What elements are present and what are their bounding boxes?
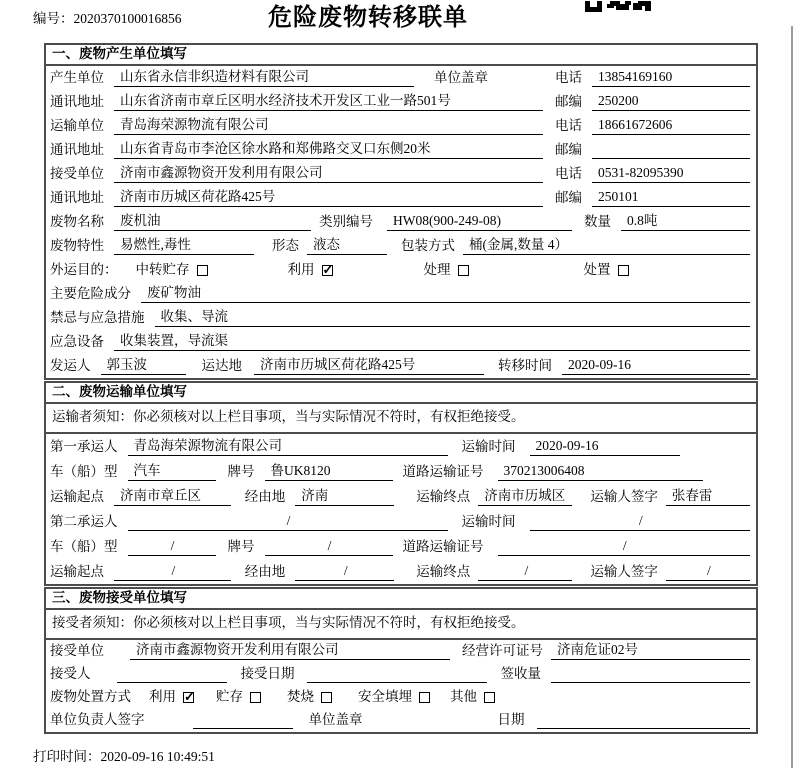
phone-label: 电话 — [555, 166, 582, 182]
acceptor-value — [117, 666, 227, 683]
accept-date-value — [307, 666, 487, 683]
serial-label: 编号： — [33, 11, 74, 26]
transfer-time-value: 2020-09-16 — [562, 357, 750, 375]
carrier2-label: 第二承运人 — [50, 514, 118, 529]
checkbox-icon — [484, 692, 495, 703]
receipt-qty-label: 签收量 — [500, 665, 541, 681]
form-label: 形态 — [272, 238, 299, 254]
receiver-value: 济南市鑫源物资开发利用有限公司 — [114, 165, 543, 183]
route-end2-value: / — [478, 563, 572, 581]
transporter-phone: 18661672606 — [592, 117, 750, 135]
producer-label: 产生单位 — [50, 70, 104, 86]
disposal-option-other: 其他 — [450, 689, 495, 706]
disposal-option-incinerate: 焚烧 — [287, 689, 332, 706]
acceptor-label: 接受人 — [50, 665, 91, 681]
carrier-sign2-value: / — [666, 563, 750, 581]
row-dispatch — [46, 354, 756, 378]
producer-address: 山东省济南市章丘区明水经济技术开发区工业一路501号 — [114, 93, 543, 111]
receiver-phone: 0531-82095390 — [592, 165, 750, 183]
row-responsible-sign — [46, 709, 756, 732]
route-end-label: 运输终点 — [416, 564, 471, 579]
receiver-address: 济南市历城区荷花路425号 — [114, 189, 543, 207]
checkbox-icon — [458, 265, 469, 276]
receiver-zip: 250101 — [592, 189, 750, 207]
qr-code-fragment — [585, 0, 651, 17]
page-edge-line — [791, 26, 793, 768]
road-license-label: 道路运输证号 — [402, 464, 484, 479]
address-label: 通讯地址 — [50, 142, 104, 158]
row-vehicle2 — [46, 534, 756, 559]
transfer-time-label: 转移时间 — [498, 358, 552, 374]
print-time — [33, 749, 215, 766]
transport-notice: 运输者须知：你必须核对以上栏目事项，当与实际情况不符时，有权拒绝接受。 — [46, 404, 756, 434]
waste-name-label: 废物名称 — [50, 214, 104, 230]
transport-time-label: 运输时间 — [461, 514, 516, 529]
row-carrier2 — [46, 509, 756, 534]
vehicle-type-label: 车（船）型 — [50, 464, 118, 479]
dispatcher-value: 郭玉波 — [101, 357, 186, 375]
receive-unit-label: 接受单位 — [50, 642, 104, 658]
row-receive-unit — [46, 640, 756, 663]
waste-name-value: 废机油 — [114, 213, 311, 231]
road-license-value: 370213006408 — [498, 463, 703, 481]
date-label: 日期 — [497, 711, 525, 727]
row-transporter-address — [46, 138, 756, 162]
destination-value: 济南市历城区荷花路425号 — [254, 357, 484, 375]
serial-value: 2020370100016856 — [73, 11, 182, 26]
carrier-sign-label: 运输人签字 — [590, 489, 658, 504]
disposal-label: 废物处置方式 — [50, 688, 131, 704]
page-title: 危险废物转移联单 — [268, 5, 468, 31]
equipment-value: 收集装置，导流渠 — [114, 333, 750, 351]
section-producer — [44, 43, 758, 380]
form-value: 液态 — [307, 237, 387, 255]
plate-label: 牌号 — [227, 539, 255, 554]
row-route2 — [46, 559, 756, 584]
row-vehicle1 — [46, 459, 756, 484]
plate-value: 鲁UK8120 — [265, 463, 393, 481]
waste-code-label: 类别编号 — [319, 214, 373, 230]
contraindication-value: 收集、导流 — [155, 309, 751, 327]
operate-license-value: 济南危证02号 — [551, 642, 750, 660]
waste-code-value: HW08(900-249-08) — [387, 213, 572, 231]
vehicle-type-label: 车（船）型 — [50, 539, 118, 554]
operate-license-label: 经营许可证号 — [462, 642, 543, 658]
zip-label: 邮编 — [555, 142, 582, 158]
row-waste-name — [46, 210, 756, 234]
plate2-value: / — [265, 538, 393, 556]
carrier-sign-value: 张春雷 — [666, 488, 750, 506]
date-value — [537, 712, 751, 729]
purpose-option-dispose: 处置 — [584, 262, 629, 279]
checkbox-checked-icon — [183, 692, 194, 703]
disposal-option-store: 贮存 — [216, 689, 261, 706]
route-start-value: 济南市章丘区 — [114, 488, 231, 506]
row-route1 — [46, 484, 756, 509]
row-hazard — [46, 282, 756, 306]
carrier-sign-label: 运输人签字 — [590, 564, 658, 579]
row-contraindication — [46, 306, 756, 330]
receive-notice: 接受者须知：你必须核对以上栏目事项，当与实际情况不符时，有权拒绝接受。 — [46, 610, 756, 640]
route-start-label: 运输起点 — [50, 564, 104, 579]
row-waste-character — [46, 234, 756, 258]
dispatcher-label: 发运人 — [50, 358, 91, 374]
row-equipment — [46, 330, 756, 354]
transporter-address: 山东省青岛市李沧区徐水路和郑佛路交叉口东侧20米 — [114, 141, 543, 159]
row-producer-address — [46, 90, 756, 114]
checkbox-icon — [618, 265, 629, 276]
carrier1-label: 第一承运人 — [50, 439, 118, 454]
disposal-option-landfill: 安全填埋 — [358, 689, 430, 706]
checkbox-icon — [321, 692, 332, 703]
responsible-sign-value — [193, 712, 293, 729]
hazard-value: 废矿物油 — [141, 285, 750, 303]
equipment-label: 应急设备 — [50, 334, 104, 350]
receive-unit-value: 济南市鑫源物资开发利用有限公司 — [130, 642, 450, 660]
transporter-zip — [592, 142, 750, 159]
waste-qty-label: 数量 — [584, 214, 611, 230]
carrier2-value: / — [128, 513, 448, 531]
purpose-option-storage: 中转贮存 — [136, 262, 208, 279]
road-license2-value: / — [498, 538, 751, 556]
hazard-label: 主要危险成分 — [50, 286, 131, 302]
address-label: 通讯地址 — [50, 190, 104, 206]
section-producer-title: 一、废物产生单位填写 — [46, 45, 756, 66]
hazardous-waste-transfer-form — [44, 43, 758, 734]
vehicle-type2-value: / — [128, 538, 216, 556]
route-via-label: 经由地 — [244, 489, 286, 504]
route-via-label: 经由地 — [244, 564, 286, 579]
section-receive-title: 三、废物接受单位填写 — [46, 589, 756, 610]
checkbox-icon — [197, 265, 208, 276]
row-receiver — [46, 162, 756, 186]
character-value: 易燃性,毒性 — [114, 237, 254, 255]
accept-date-label: 接受日期 — [240, 665, 295, 681]
row-acceptor — [46, 663, 756, 686]
plate-label: 牌号 — [227, 464, 255, 479]
route-end-label: 运输终点 — [416, 489, 471, 504]
row-transporter — [46, 114, 756, 138]
responsible-sign-label: 单位负责人签字 — [50, 711, 145, 727]
seal-label: 单位盖章 — [434, 70, 488, 86]
producer-zip: 250200 — [592, 93, 750, 111]
transport-time-label: 运输时间 — [461, 439, 516, 454]
destination-label: 运达地 — [201, 358, 242, 374]
route-end-value: 济南市历城区 — [478, 488, 572, 506]
disposal-option-utilize: 利用 ✓ — [149, 689, 194, 706]
purpose-option-utilize: 利用 ✓ — [288, 262, 333, 279]
vehicle-type-value: 汽车 — [128, 463, 216, 481]
purpose-option-treat: 处理 — [424, 262, 469, 279]
print-time-value: 2020-09-16 10:49:51 — [100, 749, 215, 764]
producer-phone: 13854169160 — [592, 69, 750, 87]
zip-label: 邮编 — [555, 94, 582, 110]
row-carrier1 — [46, 434, 756, 459]
row-producer — [46, 66, 756, 90]
checkbox-icon — [250, 692, 261, 703]
zip-label: 邮编 — [555, 190, 582, 206]
producer-value: 山东省永信非织造材料有限公司 — [114, 69, 414, 87]
transporter-value: 青岛海荣源物流有限公司 — [114, 117, 543, 135]
section-transport-title: 二、废物运输单位填写 — [46, 383, 756, 404]
receiver-label: 接受单位 — [50, 166, 104, 182]
phone-label: 电话 — [555, 118, 582, 134]
route-start-label: 运输起点 — [50, 489, 104, 504]
purpose-label: 外运目的： — [50, 262, 118, 278]
address-label: 通讯地址 — [50, 94, 104, 110]
route-via2-value: / — [295, 563, 394, 581]
transporter-label: 运输单位 — [50, 118, 104, 134]
section-receive — [44, 587, 758, 734]
unit-seal-label: 单位盖章 — [308, 711, 363, 727]
print-time-label: 打印时间： — [33, 749, 101, 764]
carrier1-value: 青岛海荣源物流有限公司 — [128, 438, 448, 456]
transport-time2-value: / — [530, 513, 751, 531]
phone-label: 电话 — [555, 70, 582, 86]
waste-qty-value: 0.8吨 — [621, 213, 750, 231]
contraindication-label: 禁忌与应急措施 — [50, 310, 145, 326]
receipt-qty-value — [551, 666, 750, 683]
section-transport — [44, 381, 758, 586]
route-via-value: 济南 — [295, 488, 394, 506]
character-label: 废物特性 — [50, 238, 104, 254]
road-license-label: 道路运输证号 — [402, 539, 484, 554]
pack-label: 包装方式 — [401, 238, 455, 254]
pack-value: 桶(金属,数量 4） — [463, 237, 750, 255]
row-disposal-method — [46, 686, 756, 709]
row-receiver-address — [46, 186, 756, 210]
route-start2-value: / — [114, 563, 231, 581]
checkbox-icon — [419, 692, 430, 703]
checkbox-checked-icon — [322, 265, 333, 276]
transport-time-value: 2020-09-16 — [530, 438, 680, 456]
row-purpose — [46, 258, 756, 282]
